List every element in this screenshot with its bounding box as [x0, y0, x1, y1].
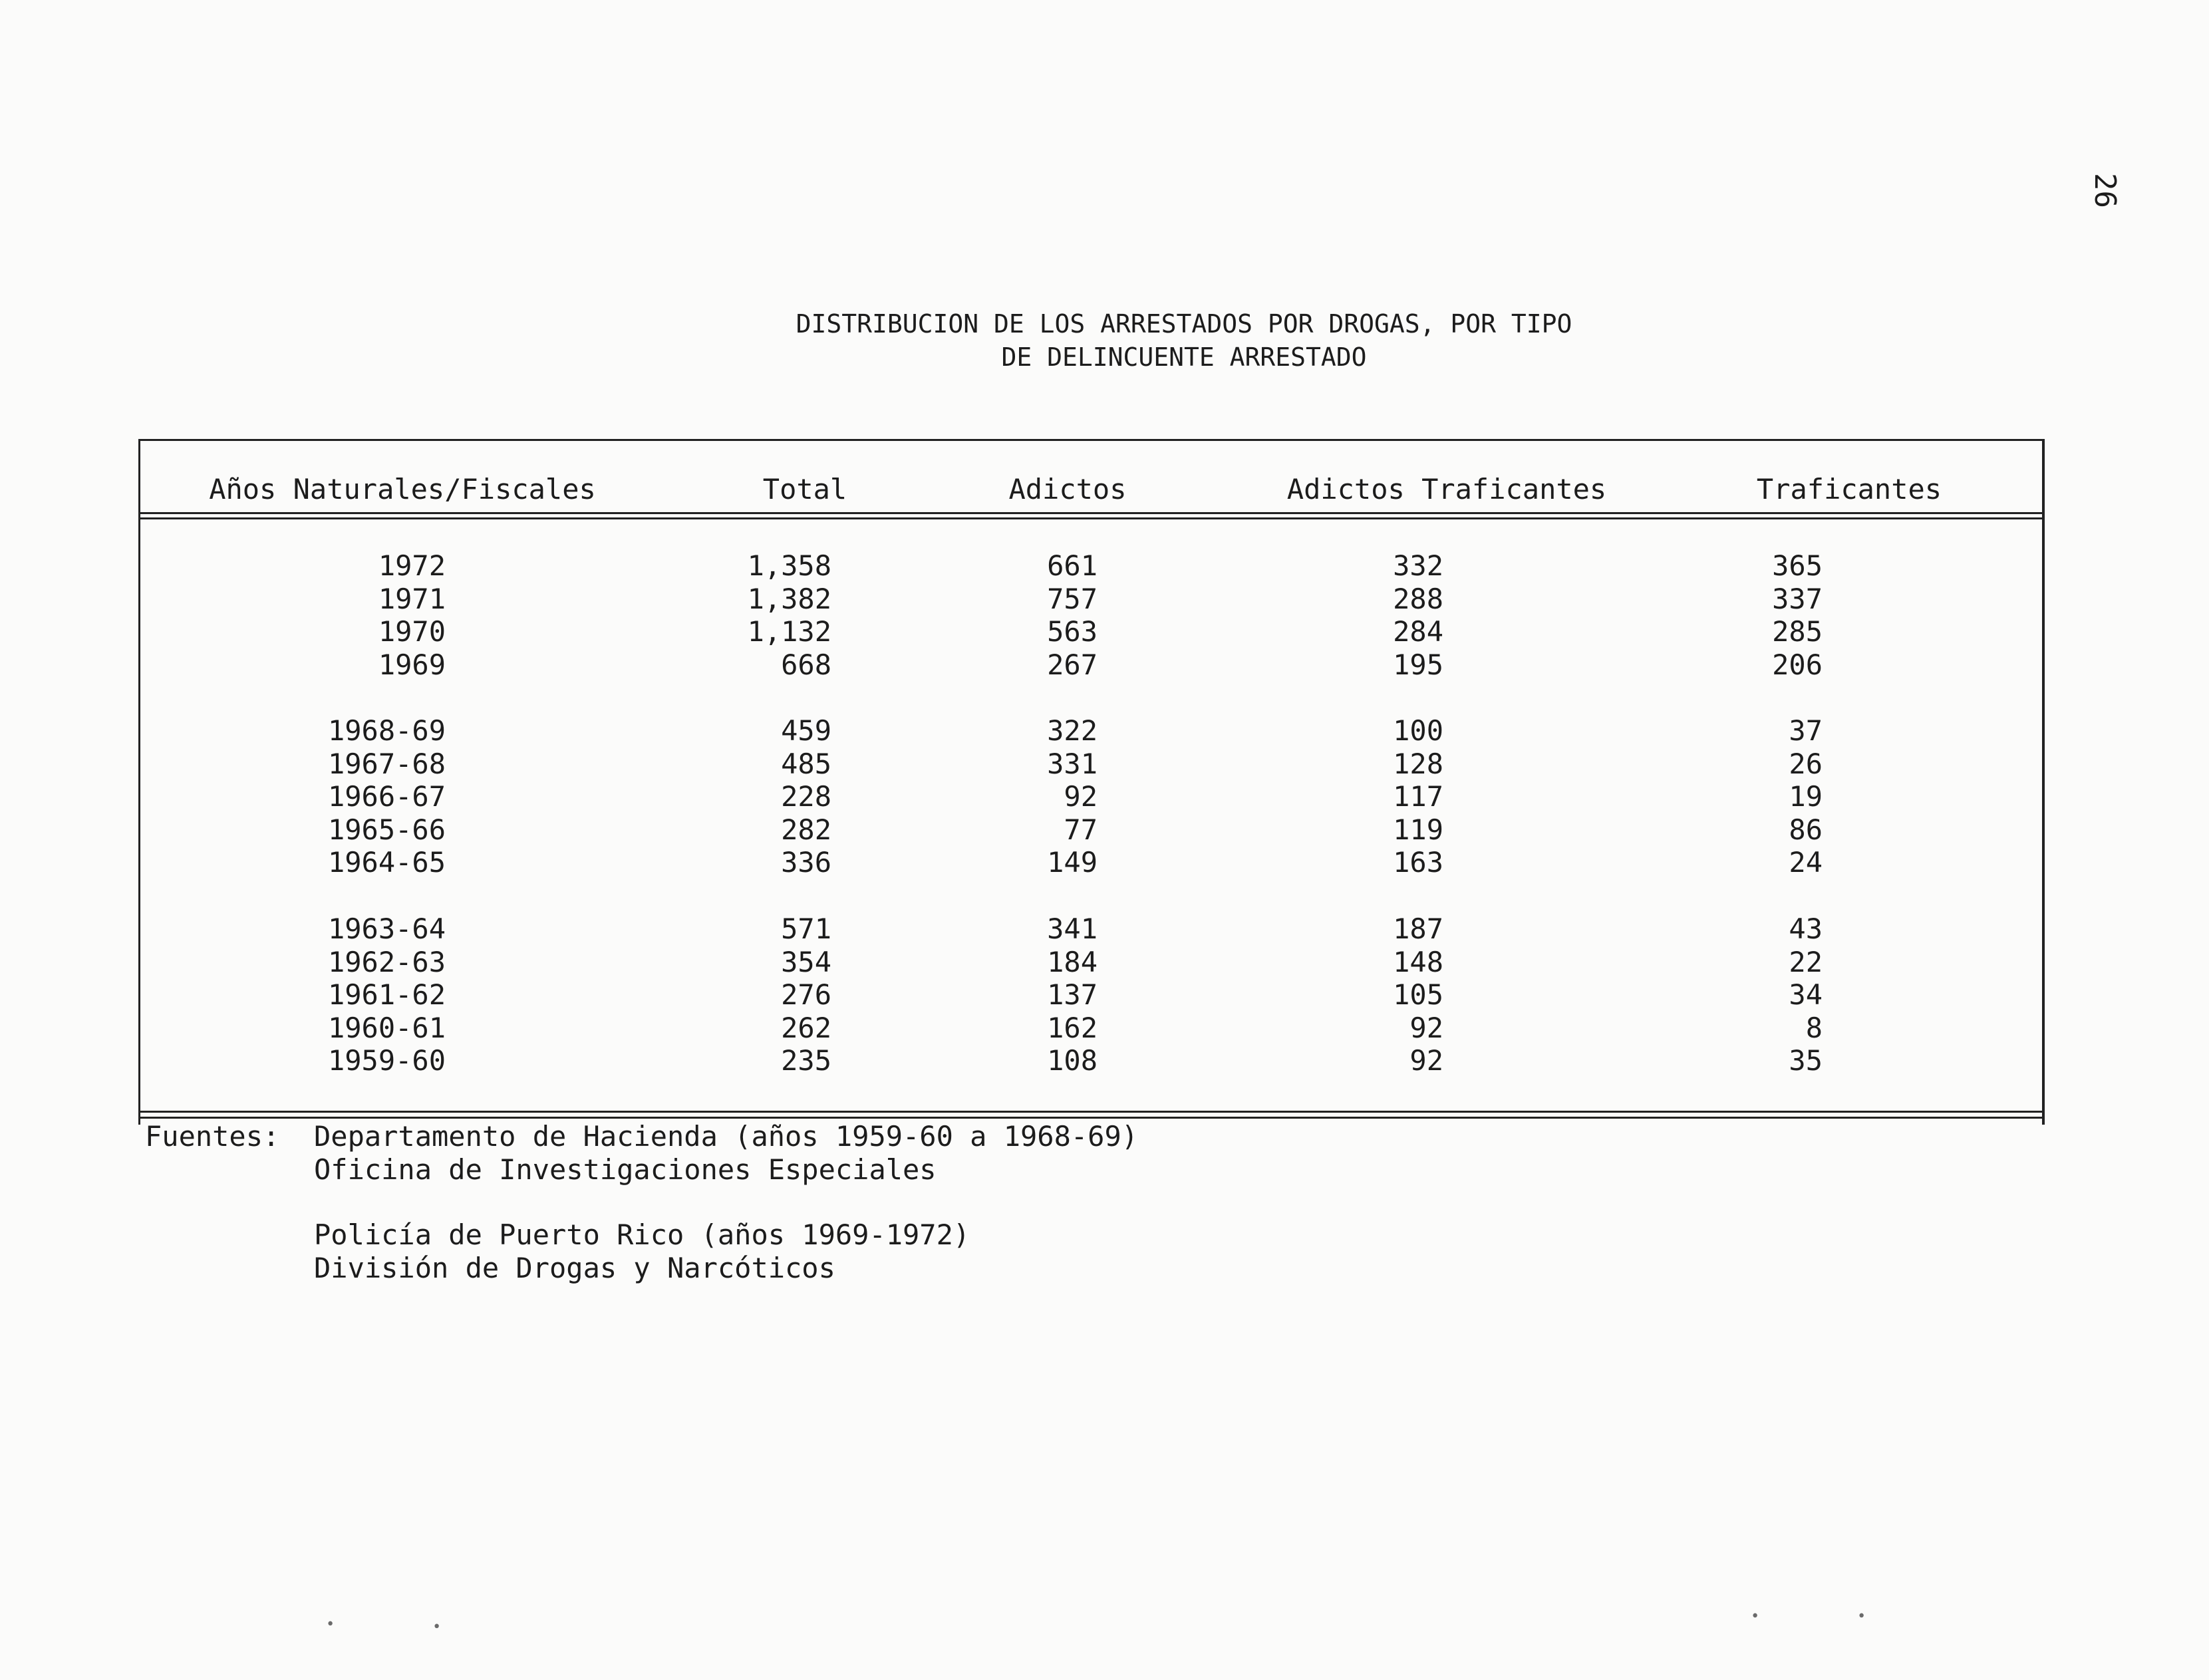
cell-adictos-traficantes: 128: [1393, 747, 1443, 780]
footer-rule-top: [138, 1111, 2044, 1113]
column-header-adictos-traficantes: Adictos Traficantes: [1286, 473, 1607, 505]
cell-total: 1,358: [747, 549, 831, 582]
header-rule-top: [138, 512, 2044, 514]
cell-adictos: 322: [1047, 714, 1098, 747]
cell-adictos-traficantes: 195: [1393, 648, 1443, 681]
column-header-adictos: Adictos: [1008, 473, 1127, 505]
source-line: Policía de Puerto Rico (años 1969-1972): [314, 1218, 970, 1251]
cell-adictos-traficantes: 92: [1409, 1011, 1443, 1044]
cell-total: 668: [781, 648, 831, 681]
cell-adictos-traficantes: 284: [1393, 615, 1443, 648]
cell-total: 235: [781, 1044, 831, 1077]
cell-year: 1971: [378, 582, 446, 615]
cell-year: 1961-62: [327, 978, 446, 1011]
cell-adictos-traficantes: 288: [1393, 582, 1443, 615]
cell-year: 1965-66: [327, 813, 446, 846]
cell-year: 1962-63: [327, 945, 446, 978]
source-line: Departamento de Hacienda (años 1959-60 a 1968-69): [314, 1120, 1139, 1153]
cell-total: 1,382: [747, 582, 831, 615]
cell-total: 276: [781, 978, 831, 1011]
cell-traficantes: 365: [1772, 549, 1823, 582]
scan-speck: •: [1857, 1608, 1866, 1625]
cell-traficantes: 35: [1789, 1044, 1823, 1077]
cell-adictos: 661: [1047, 549, 1098, 582]
cell-traficantes: 34: [1789, 978, 1823, 1011]
cell-adictos: 77: [1064, 813, 1098, 846]
source-line: División de Drogas y Narcóticos: [314, 1252, 835, 1284]
cell-year: 1966-67: [327, 780, 446, 813]
cell-adictos: 757: [1047, 582, 1098, 615]
title-line-1: DISTRIBUCION DE LOS ARRESTADOS POR DROGAS, POR TIPO: [796, 309, 1572, 339]
source-line: Oficina de Investigaciones Especiales: [314, 1153, 937, 1186]
cell-adictos-traficantes: 163: [1393, 846, 1443, 879]
cell-traficantes: 19: [1789, 780, 1823, 813]
cell-year: 1964-65: [327, 846, 446, 879]
cell-total: 336: [781, 846, 831, 879]
sources-label: Fuentes:: [145, 1120, 280, 1153]
cell-adictos: 563: [1047, 615, 1098, 648]
header-rule-bottom: [138, 517, 2044, 519]
cell-adictos: 92: [1064, 780, 1098, 813]
cell-adictos: 267: [1047, 648, 1098, 681]
document-title: [0, 307, 2209, 374]
cell-adictos: 162: [1047, 1011, 1098, 1044]
cell-traficantes: 43: [1789, 912, 1823, 945]
cell-total: 282: [781, 813, 831, 846]
cell-traficantes: 8: [1805, 1011, 1823, 1044]
cell-year: 1970: [378, 615, 446, 648]
cell-adictos-traficantes: 105: [1393, 978, 1443, 1011]
cell-adictos-traficantes: 119: [1393, 813, 1443, 846]
footer-rule-bottom: [138, 1117, 2044, 1119]
column-header-total: Total: [762, 473, 847, 505]
cell-total: 571: [781, 912, 831, 945]
cell-traficantes: 206: [1772, 648, 1823, 681]
cell-year: 1972: [378, 549, 446, 582]
cell-year: 1967-68: [327, 747, 446, 780]
cell-year: 1959-60: [327, 1044, 446, 1077]
cell-total: 262: [781, 1011, 831, 1044]
cell-adictos: 108: [1047, 1044, 1098, 1077]
cell-traficantes: 337: [1772, 582, 1823, 615]
column-header-traficantes: Traficantes: [1756, 473, 1942, 505]
cell-traficantes: 22: [1789, 945, 1823, 978]
cell-traficantes: 37: [1789, 714, 1823, 747]
cell-total: 459: [781, 714, 831, 747]
cell-adictos: 137: [1047, 978, 1098, 1011]
page-number: 26: [2088, 173, 2122, 208]
cell-year: 1963-64: [327, 912, 446, 945]
scan-speck: •: [432, 1619, 442, 1635]
cell-adictos-traficantes: 117: [1393, 780, 1443, 813]
cell-adictos: 149: [1047, 846, 1098, 879]
cell-year: 1960-61: [327, 1011, 446, 1044]
column-header-years: Años Naturales/Fiscales: [209, 473, 596, 505]
cell-adictos: 341: [1047, 912, 1098, 945]
scan-speck: •: [326, 1616, 335, 1633]
cell-traficantes: 24: [1789, 846, 1823, 879]
cell-traficantes: 285: [1772, 615, 1823, 648]
cell-adictos-traficantes: 92: [1409, 1044, 1443, 1077]
cell-year: 1968-69: [327, 714, 446, 747]
cell-adictos-traficantes: 100: [1393, 714, 1443, 747]
cell-adictos-traficantes: 332: [1393, 549, 1443, 582]
cell-total: 228: [781, 780, 831, 813]
cell-adictos: 331: [1047, 747, 1098, 780]
cell-traficantes: 86: [1789, 813, 1823, 846]
cell-year: 1969: [378, 648, 446, 681]
cell-adictos: 184: [1047, 945, 1098, 978]
cell-total: 485: [781, 747, 831, 780]
scan-speck: •: [1751, 1608, 1760, 1625]
cell-traficantes: 26: [1789, 747, 1823, 780]
cell-adictos-traficantes: 148: [1393, 945, 1443, 978]
cell-total: 354: [781, 945, 831, 978]
title-line-2: DE DELINCUENTE ARRESTADO: [1001, 343, 1367, 372]
cell-adictos-traficantes: 187: [1393, 912, 1443, 945]
cell-total: 1,132: [747, 615, 831, 648]
